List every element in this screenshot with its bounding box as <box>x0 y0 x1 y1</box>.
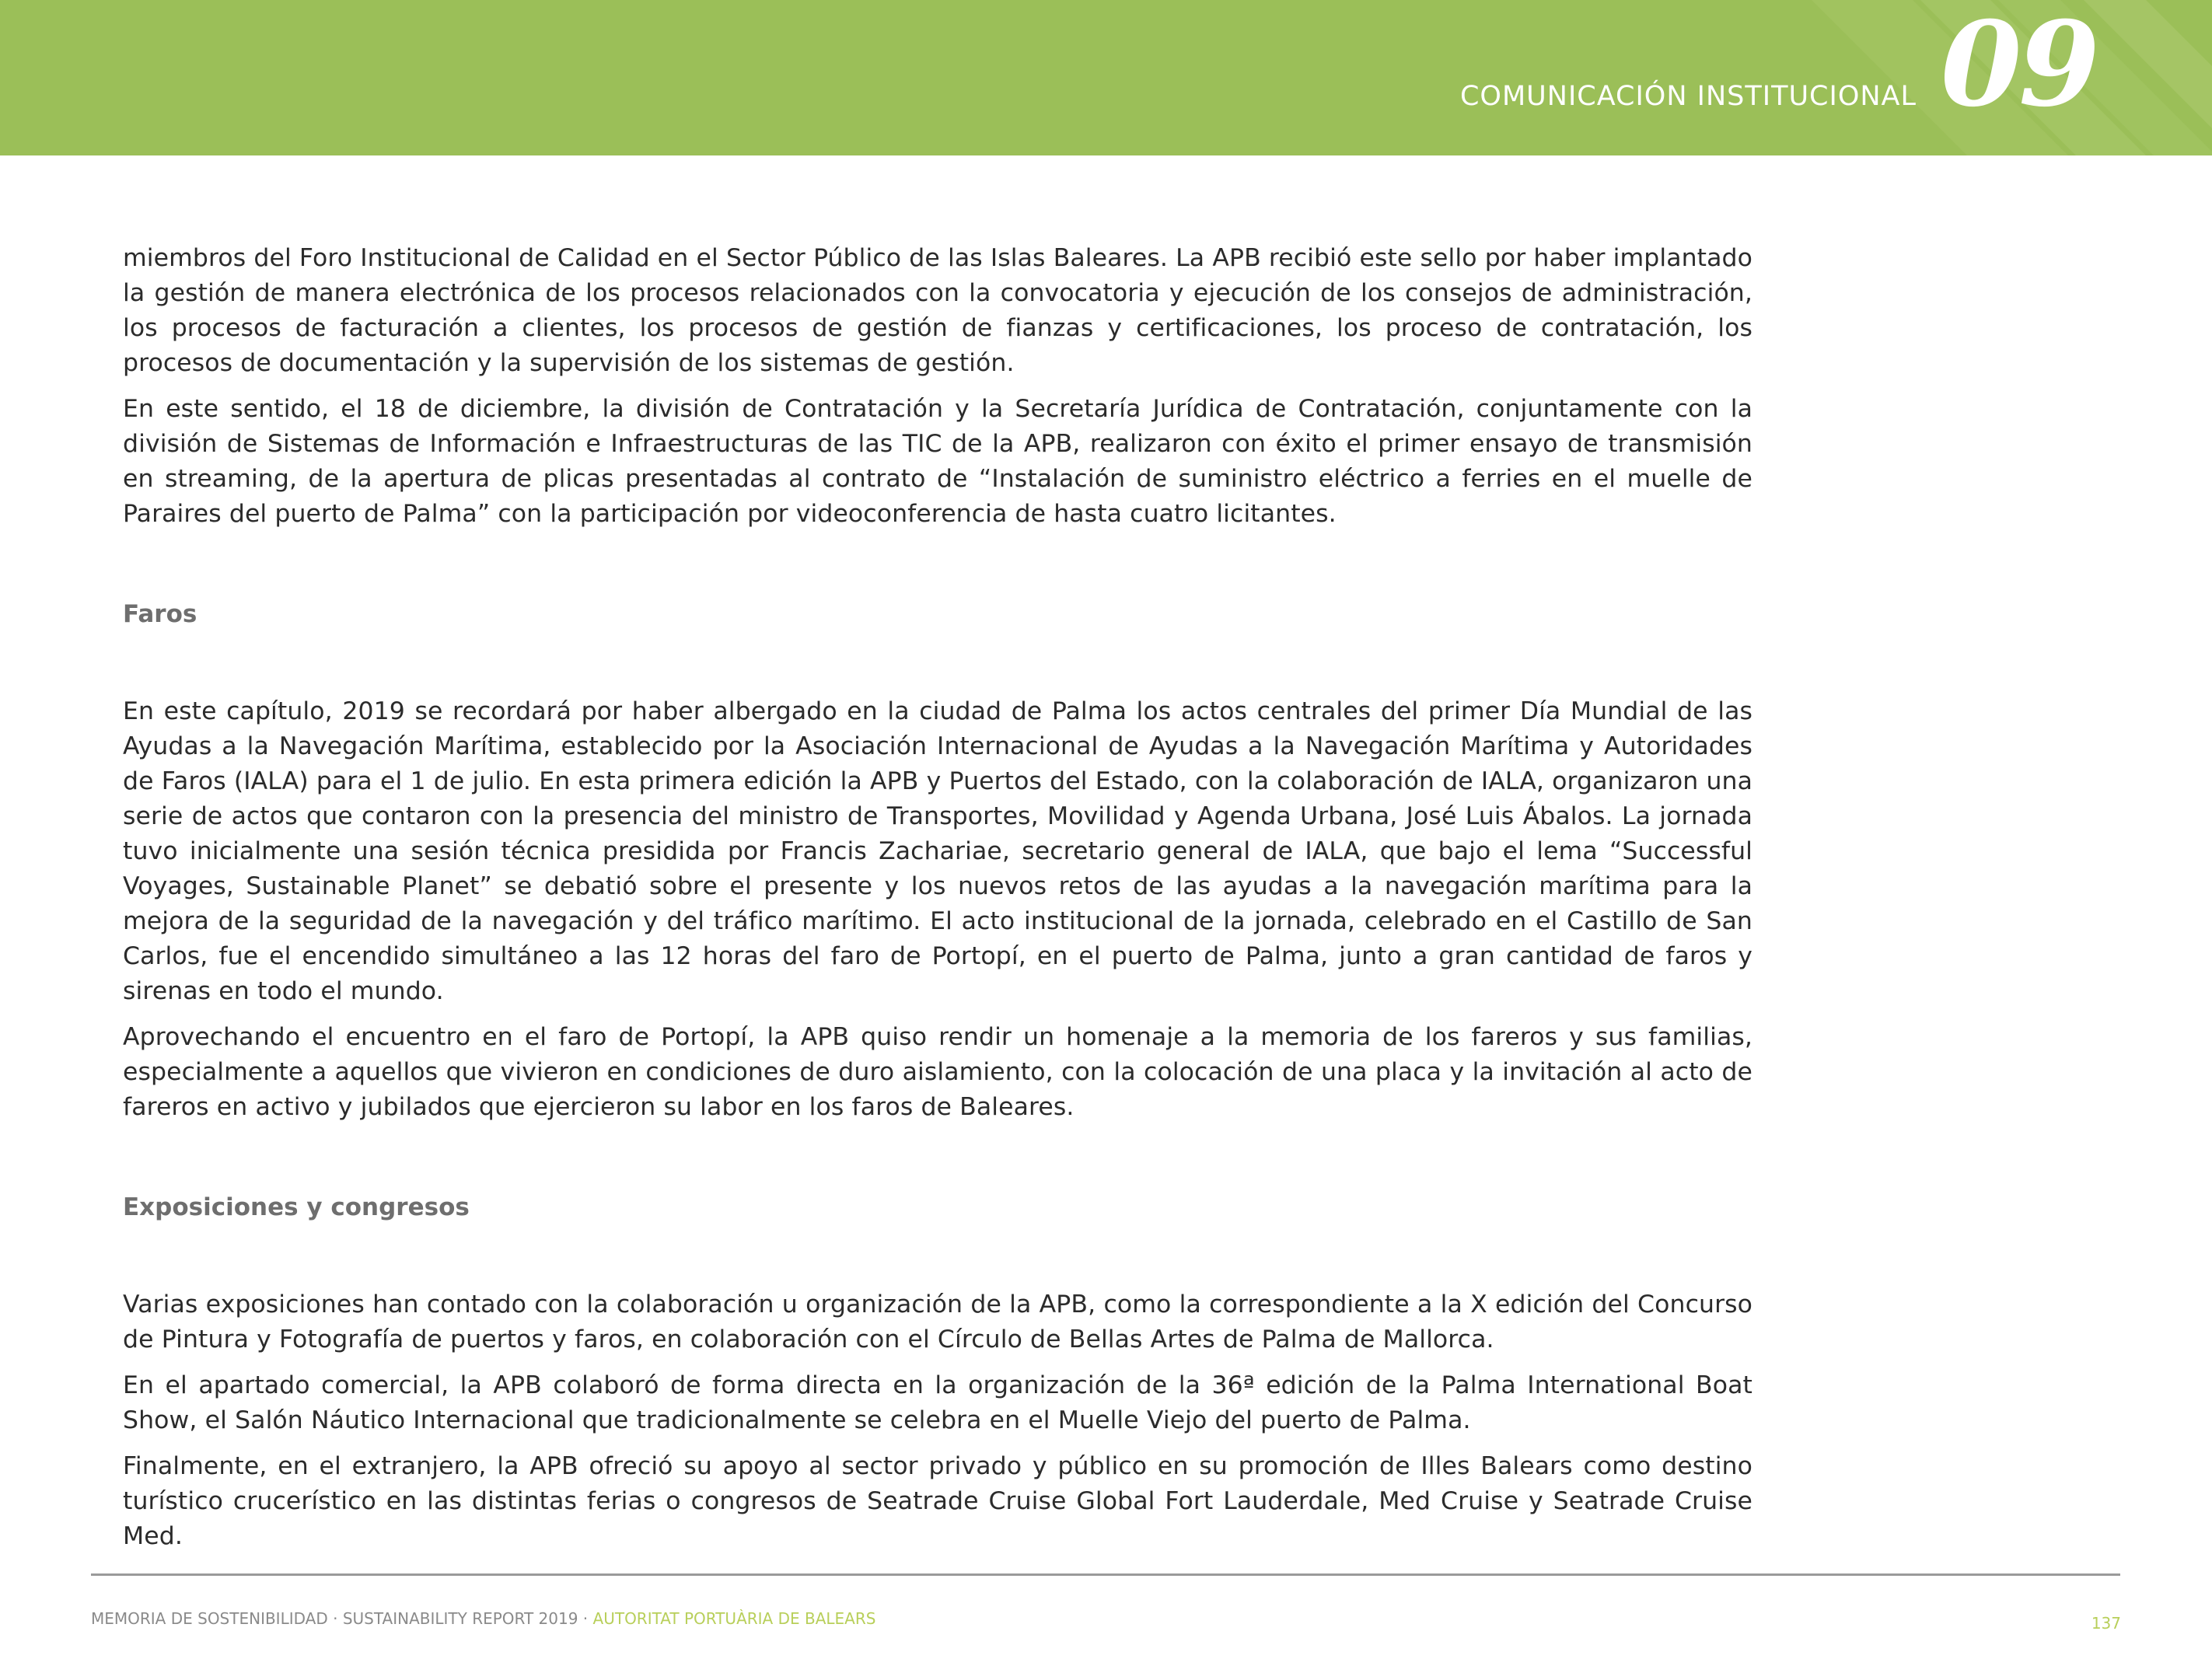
chapter-title: COMUNICACIÓN INSTITUCIONAL <box>1459 81 1917 112</box>
section-heading-exposiciones: Exposiciones y congresos <box>123 1193 470 1221</box>
chapter-number: 09 <box>1941 0 2097 133</box>
body-paragraph: Varias exposiciones han contado con la colaboración u organización de la APB, como la correspondiente a la X edición del Concurso de Pintura y Fotografía de puertos y faros, en colaboración con el Círculo de Bellas Artes de Palma de Mallorca. <box>123 1291 1752 1353</box>
body-paragraph: miembros del Foro Institucional de Calidad en el Sector Público de las Islas Baleares. La APB recibió este sello por haber implantado la gestión de manera electrónica de los procesos relacionados con la convocatoria y ejecución de los consejos de administración, los procesos de facturación a clientes, los procesos de gestión de fianzas y certificaciones, los proceso de contratación, los procesos de documentación y la supervisión de los sistemas de gestión. <box>123 244 1752 377</box>
footer-divider <box>91 1573 2120 1576</box>
body-paragraph: En este capítulo, 2019 se recordará por haber albergado en la ciudad de Palma los actos centrales del primer Día Mundial de las Ayudas a la Navegación Marítima, establecido por la Asociación Internacional de Ayudas a la Navegación Marítima y Autoridades de Faros (IALA) para el 1 de julio. En esta primera edición la APB y Puertos del Estado, con la colaboración de IALA, organizaron una serie de actos que contaron con la presencia del ministro de Transportes, Movilidad y Agenda Urbana, José Luis Ábalos. La jornada tuvo inicialmente una sesión técnica presidida por Francis Zachariae, secretario general de IALA, que bajo el lema “Successful Voyages, Sustainable Planet” se debatió sobre el presente y los nuevos retos de las ayudas a la navegación marítima para la mejora de la seguridad de la navegación y del tráfico marítimo. El acto institucional de la jornada, celebrado en el Castillo de San Carlos, fue el encendido simultáneo a las 12 horas del faro de Portopí, en el puerto de Palma, junto a gran cantidad de faros y sirenas en todo el mundo. <box>123 697 1752 1005</box>
body-paragraph: Aprovechando el encuentro en el faro de Portopí, la APB quiso rendir un homenaje a la memoria de los fareros y sus familias, especialmente a aquellos que vivieron en condiciones de duro aislamiento, con la colocación de una placa y la invitación al acto de fareros en activo y jubilados que ejercieron su labor en los faros de Baleares. <box>123 1023 1752 1121</box>
footer-report-title: MEMORIA DE SOSTENIBILIDAD · SUSTAINABILITY REPORT 2019 · <box>91 1609 593 1628</box>
chapter-header-band <box>0 0 2212 155</box>
body-paragraph: En este sentido, el 18 de diciembre, la división de Contratación y la Secretaría Jurídica de Contratación, conjuntamente con la división de Sistemas de Información e Infraestructuras de las TIC de la APB, realizaron con éxito el primer ensayo de transmisión en streaming, de la apertura de plicas presentadas al contrato de “Instalación de suministro eléctrico a ferries en el muelle de Paraires del puerto de Palma” con la participación por videoconferencia de hasta cuatro licitantes. <box>123 395 1752 528</box>
body-paragraph: Finalmente, en el extranjero, la APB ofreció su apoyo al sector privado y público en su promoción de Illes Balears como destino turístico crucerístico en las distintas ferias o congresos de Seatrade Cruise Global Fort Lauderdale, Med Cruise y Seatrade Cruise Med. <box>123 1452 1752 1550</box>
body-paragraph: En el apartado comercial, la APB colaboró de forma directa en la organización de la 36ª edición de la Palma International Boat Show, el Salón Náutico Internacional que tradicionalmente se celebra en el Muelle Viejo del puerto de Palma. <box>123 1371 1752 1434</box>
footer-report-line <box>91 1609 875 1628</box>
header-diagonal-stripes <box>0 0 2212 155</box>
main-content <box>123 241 1752 1565</box>
footer-organization: AUTORITAT PORTUÀRIA DE BALEARS <box>592 1609 876 1628</box>
section-heading-faros: Faros <box>123 600 197 628</box>
page-number: 137 <box>2091 1614 2121 1633</box>
